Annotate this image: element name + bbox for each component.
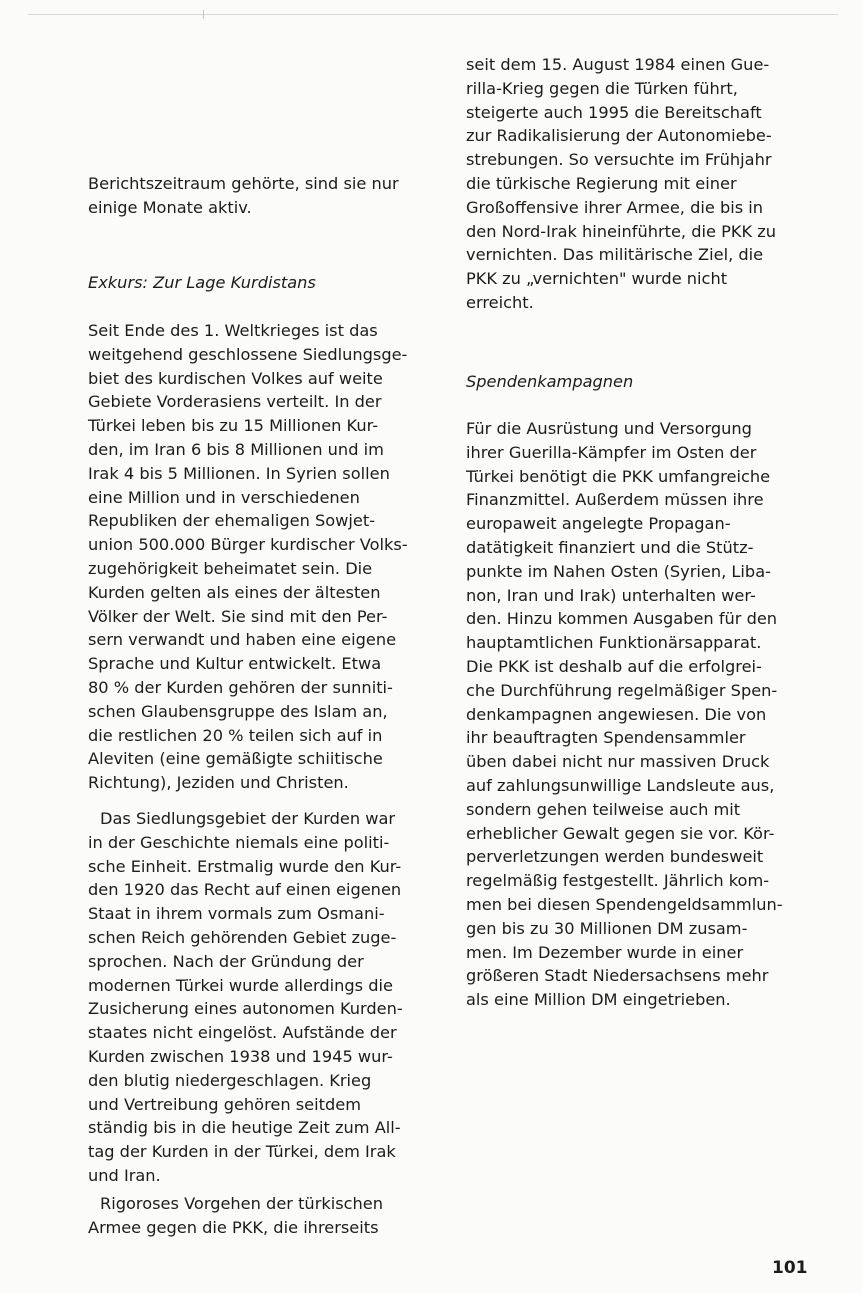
text-line: größeren Stadt Niedersachsens mehr [466,966,769,986]
text-line: ihr beauftragten Spendensammler [466,728,746,748]
text-line: und Iran. [88,1165,161,1185]
text-line: Großoffensive ihrer Armee, die bis in [466,197,764,217]
text-line: zugehörigkeit beheimatet sein. Die [88,558,373,578]
text-line: punkte im Nahen Osten (Syrien, Liba- [466,561,771,581]
text-line: Kurden gelten als eines der ältesten [88,582,381,602]
text-line: Türkei leben bis zu 15 Millionen Kur- [88,416,379,436]
text-line: Das Siedlungsgebiet der Kurden war [100,809,396,828]
text-line: men bei diesen Spendengeldsammlun- [466,894,783,914]
text-line: sern verwandt und haben eine eigene [88,630,397,650]
text-line: vernichten. Das militärische Ziel, die [466,245,764,265]
text-line: regelmäßig festgestellt. Jährlich kom- [466,871,770,891]
text-line: ihrer Guerilla-Kämpfer im Osten der [466,442,757,462]
paragraph-continuation [466,53,776,315]
text-line: den. Hinzu kommen Ausgaben für den [466,609,778,629]
text-line: üben dabei nicht nur massiven Druck [466,752,770,772]
text-line: Finanzmittel. Außerdem müssen ihre [466,490,764,510]
text-line: Türkei benötigt die PKK umfangreiche [466,466,771,486]
paragraph-spenden [466,417,783,1012]
text-line: schen Glaubensgruppe des Islam an, [88,701,388,721]
text-line: erheblicher Gewalt gegen sie vor. Kör- [466,823,775,843]
text-line: datätigkeit finanziert und die Stütz- [466,537,754,557]
text-line: und Vertreibung gehören seitdem [88,1094,361,1114]
text-line: perverletzungen werden bundesweit [466,847,764,867]
heading-exkurs: Exkurs: Zur Lage Kurdistans [88,273,316,292]
text-line: biet des kurdischen Volkes auf weite [88,368,383,388]
text-line: steigerte auch 1995 die Bereitschaft [466,102,762,122]
text-line: Sprache und Kultur entwickelt. Etwa [88,654,382,674]
text-line: Republiken der ehemaligen Sowjet- [88,511,376,531]
text-line: Richtung), Jeziden und Christen. [88,773,349,793]
top-tick-mark [203,10,204,19]
text-line: non, Iran und Irak) unterhalten wer- [466,585,756,605]
text-line: die türkische Regierung mit einer [466,173,737,193]
top-rule [28,14,838,15]
text-line: zur Radikalisierung der Autonomiebe- [466,126,772,146]
text-line: men. Im Dezember wurde in einer [466,942,744,962]
paragraph-1 [88,319,408,795]
heading-spendenkampagnen: Spendenkampagnen [466,372,634,391]
text-line: Rigoroses Vorgehen der türkischen [100,1194,384,1213]
text-line: hauptamtlichen Funktionärsapparat. [466,633,762,653]
text-line: Zusicherung eines autonomen Kurden- [88,999,403,1019]
text-line: Armee gegen die PKK, die ihrerseits [88,1217,379,1237]
text-line: Gebiete Vorderasiens verteilt. In der [88,392,382,412]
text-line: schen Reich gehörenden Gebiet zuge- [88,927,397,947]
text-line: eine Million und in verschiedenen [88,487,360,507]
paragraph-2 [88,807,403,1188]
text-line: staates nicht eingelöst. Aufstände der [88,1023,397,1043]
text-line: sondern gehen teilweise auch mit [466,799,741,819]
text-line: che Durchführung regelmäßiger Spen- [466,680,778,700]
text-line: 80 % der Kurden gehören der sunniti- [88,677,393,697]
text-line: weitgehend geschlossene Siedlungsge- [88,344,408,364]
text-line: Völker der Welt. Sie sind mit den Per- [88,606,388,626]
text-line: Staat in ihrem vormals zum Osmani- [88,904,385,924]
text-line: den 1920 das Recht auf einen eigenen [88,880,402,900]
text-line: sche Einheit. Erstmalig wurde den Kur- [88,856,402,876]
text-line: Berichtszeitraum gehörte, sind sie nur [88,174,399,193]
text-line: strebungen. So versuchte im Frühjahr [466,150,772,170]
paragraph-3 [88,1192,383,1240]
text-line: sprochen. Nach der Gründung der [88,951,364,971]
text-line: Seit Ende des 1. Weltkrieges ist das [88,321,378,340]
text-line: den, im Iran 6 bis 8 Millionen und im [88,439,384,459]
text-line: europaweit angelegte Propagan- [466,514,731,534]
text-line: tag der Kurden in der Türkei, dem Irak [88,1142,396,1162]
intro-paragraph [88,172,399,220]
text-line: Für die Ausrüstung und Versorgung [466,419,752,438]
text-line: Aleviten (eine gemäßigte schiitische [88,749,383,769]
text-line: modernen Türkei wurde allerdings die [88,975,393,995]
text-line: auf zahlungsunwillige Landsleute aus, [466,775,775,795]
text-line: als eine Million DM eingetrieben. [466,990,731,1010]
text-line: in der Geschichte niemals eine politi- [88,832,390,852]
text-line: rilla-Krieg gegen die Türken führt, [466,78,738,98]
text-line: Die PKK ist deshalb auf die erfolgrei- [466,656,762,676]
text-line: die restlichen 20 % teilen sich auf in [88,725,383,745]
text-line: PKK zu „vernichten" wurde nicht [466,269,728,289]
text-line: erreicht. [466,292,534,312]
text-line: ständig bis in die heutige Zeit zum All- [88,1118,401,1138]
text-line: Irak 4 bis 5 Millionen. In Syrien sollen [88,463,390,483]
text-line: den blutig niedergeschlagen. Krieg [88,1070,372,1090]
text-line: einige Monate aktiv. [88,197,252,217]
text-line: union 500.000 Bürger kurdischer Volks- [88,535,408,555]
text-line: denkampagnen angewiesen. Die von [466,704,767,724]
text-line: gen bis zu 30 Millionen DM zusam- [466,918,748,938]
text-line: den Nord-Irak hineinführte, die PKK zu [466,221,776,241]
text-line: seit dem 15. August 1984 einen Gue- [466,55,770,74]
page-number: 101 [772,1258,808,1278]
text-line: Kurden zwischen 1938 und 1945 wur- [88,1046,393,1066]
